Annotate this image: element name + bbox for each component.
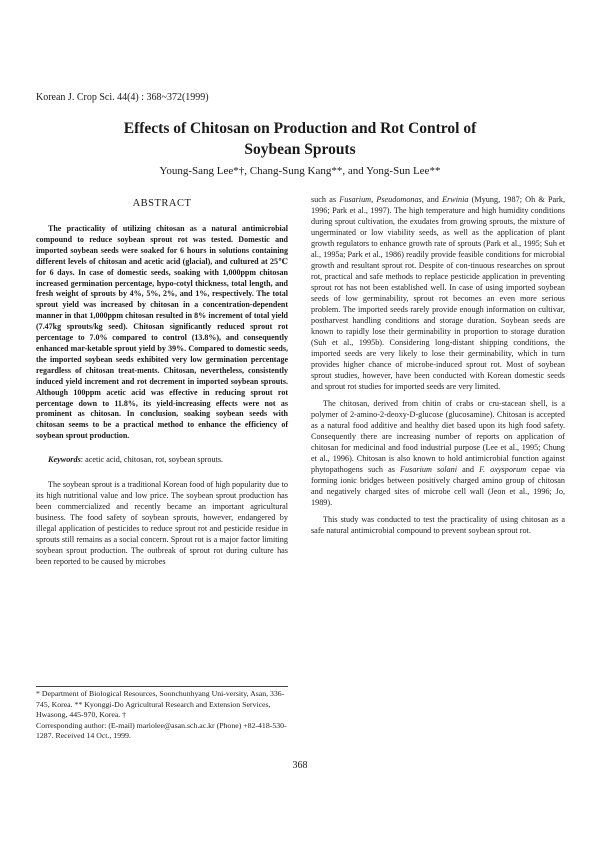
- body-paragraph-1: [311, 194, 565, 392]
- intro-paragraph: The soybean sprout is a traditional Korean food of high popularity due to its high nutritional value and low price. The soybean sprout production has been commercialized and recently became an important agricultural business. The food safety of soybean sprouts, however, endangered by illegal application of pesticides to reduce sprout rot and pesticide residue in sprouts still remains as a social concern. Sprout rot is a major factor limiting soybean sprout production. The outbreak of sprout rot during culture has been reported to be caused by microbes: [36, 480, 288, 567]
- text-span: The chitosan, derived from chitin of crabs or cru-stacean shell, is a polymer of 2-amino-2-deoxy-D-glucose (glucosamine). Chitosan is accepted as a natural food additive and healthy diet based upon its high food safety. Consequently there are increasing number of reports on application of chitosan for medicinal and food industrial purpose (Lee et al., 1995; Chung et al., 1996). Chitosan is also known to hold antimicrobial function against phytopathogens such as: [311, 399, 565, 474]
- keywords-text: : acetic acid, chitosan, rot, soybean sprouts.: [80, 455, 224, 465]
- author-list: Young-Sang Lee*†, Chang-Sung Kang**, and Yong-Sun Lee**: [159, 165, 441, 177]
- abstract-heading: ABSTRACT: [132, 198, 192, 209]
- left-column: [36, 196, 288, 567]
- abstract-text: The practicality of utilizing chitosan as a natural antimicrobial compound to reduce soybean sprout rot was tested. Domestic and imported soybean seeds were soaked for 6 hours in solutions containing different levels of chitosan and acetic acid (glacial), and cultured at 25℃ for 6 days. In case of domestic seeds, soaking with 1,000ppm chitosan increased germination percentage, hypo-cotyl thickness, total length, and fresh weight of sprouts by 4%, 5%, 2%, and 1%, respectively. The total sprout yield was increased by chitosan in a concentration-dependent manner in that 1,000ppm chitosan resulted in 8% increment of total yield (7.47kg sprouts/kg seed). Chitosan significantly reduced sprout rot percentage to 7.0% compared to control (13.8%), and consequently enhanced mar-ketable sprout yield by 39%. Compared to domestic seeds, the imported soybean seeds exhibited very low germination percentage regardless of chitosan treat-ments. Chitosan, nevertheless, consistently induced yield increment and rot decrement in imported soybean sprouts. Although 100ppm acetic acid was effective in reducing sprout rot percentage down to 11.8%, its yield-increasing effects were not as prominent as chitosan. In conclusion, soaking soybean seeds with chitosan seems to be a practical method to enhance the efficiency of soybean sprout production.: [36, 224, 288, 441]
- keywords: [36, 454, 288, 465]
- keywords-label: Keywords: [48, 455, 81, 465]
- page-number: 368: [292, 760, 308, 771]
- footnote-correspondence: Corresponding author: (E-mail) mariolee@asan.sch.ac.kr (Phone) +82-418-530-1287. Received 14 Oct., 1999.: [36, 720, 287, 740]
- text-span: (Myung, 1987; Oh & Park, 1996; Park et al., 1997). The high temperature and high humidity conditions during sprout cultivation, the exudates from growing sprouts, the mixture of ungerminated or low viability seeds, as well as the application of plant growth regulators to enhance growth rate of sprouts (Park et al., 1995; Suh et al., 1995a; Park et al., 1986) readily provide feasible conditions for microbial growth and resultant sprout rot. Despite of con-tinuous researches on sprout rot, practical and safe methods to replace pesticide application in preventing sprout rot has not been established well. In case of using imported soybean seeds of low germinability, sprout rot becomes an even more serious problem. The imported seeds rarely provide enough information on cultivar, postharvest handling conditions and storage duration. Soybean seeds are known to rapidly lose their germinability in proportion to storage duration (Suh et al., 1995b). Considering long-distant shipping conditions, the imported seeds are very likely to lose their germinability, which in turn provides higher chance of microbe-induced sprout rot. Most of soybean sprout studies, however, have been conducted with Korean domestic seeds and sprout rot studies for imported seeds are very limited.: [311, 195, 565, 391]
- footnote-affiliations: * Department of Biological Resources, Soonchunhyang Uni-versity, Asan, 336-745, Korea. ** Kyonggi-Do Agricultural Research and Extension Services, Hwasong, 445-970, Korea. †: [36, 689, 285, 719]
- species-name: Fusarium solani: [400, 465, 458, 474]
- body-paragraph-2: [311, 398, 565, 508]
- title-line-2: Soybean Sprouts: [244, 141, 356, 158]
- species-name: F. oxysporum: [479, 465, 527, 474]
- text-span: and: [423, 195, 443, 204]
- text-span: cepae via forming ionic bridges between positively charged amino group of chitosan and negatively charged sites of microbe cell wall (Jeon et al., 1996; Jo, 1989).: [311, 465, 565, 507]
- right-column: [311, 194, 565, 536]
- body-paragraph-3: This study was conducted to test the practicality of using chitosan as a safe natural antimicrobial compound to prevent soybean sprout rot.: [311, 515, 565, 535]
- genus-names: Fusarium, Pseudomonas,: [339, 195, 424, 204]
- text-span: such as: [311, 195, 340, 204]
- text-span: and: [457, 465, 480, 474]
- genus-name: Erwinia: [442, 195, 469, 204]
- footnotes: [36, 686, 288, 742]
- journal-citation: Korean J. Crop Sci. 44(4) : 368~372(1999): [36, 92, 209, 103]
- paper-title: [0, 118, 600, 160]
- title-line-1: Effects of Chitosan on Production and Rot Control of: [123, 120, 477, 137]
